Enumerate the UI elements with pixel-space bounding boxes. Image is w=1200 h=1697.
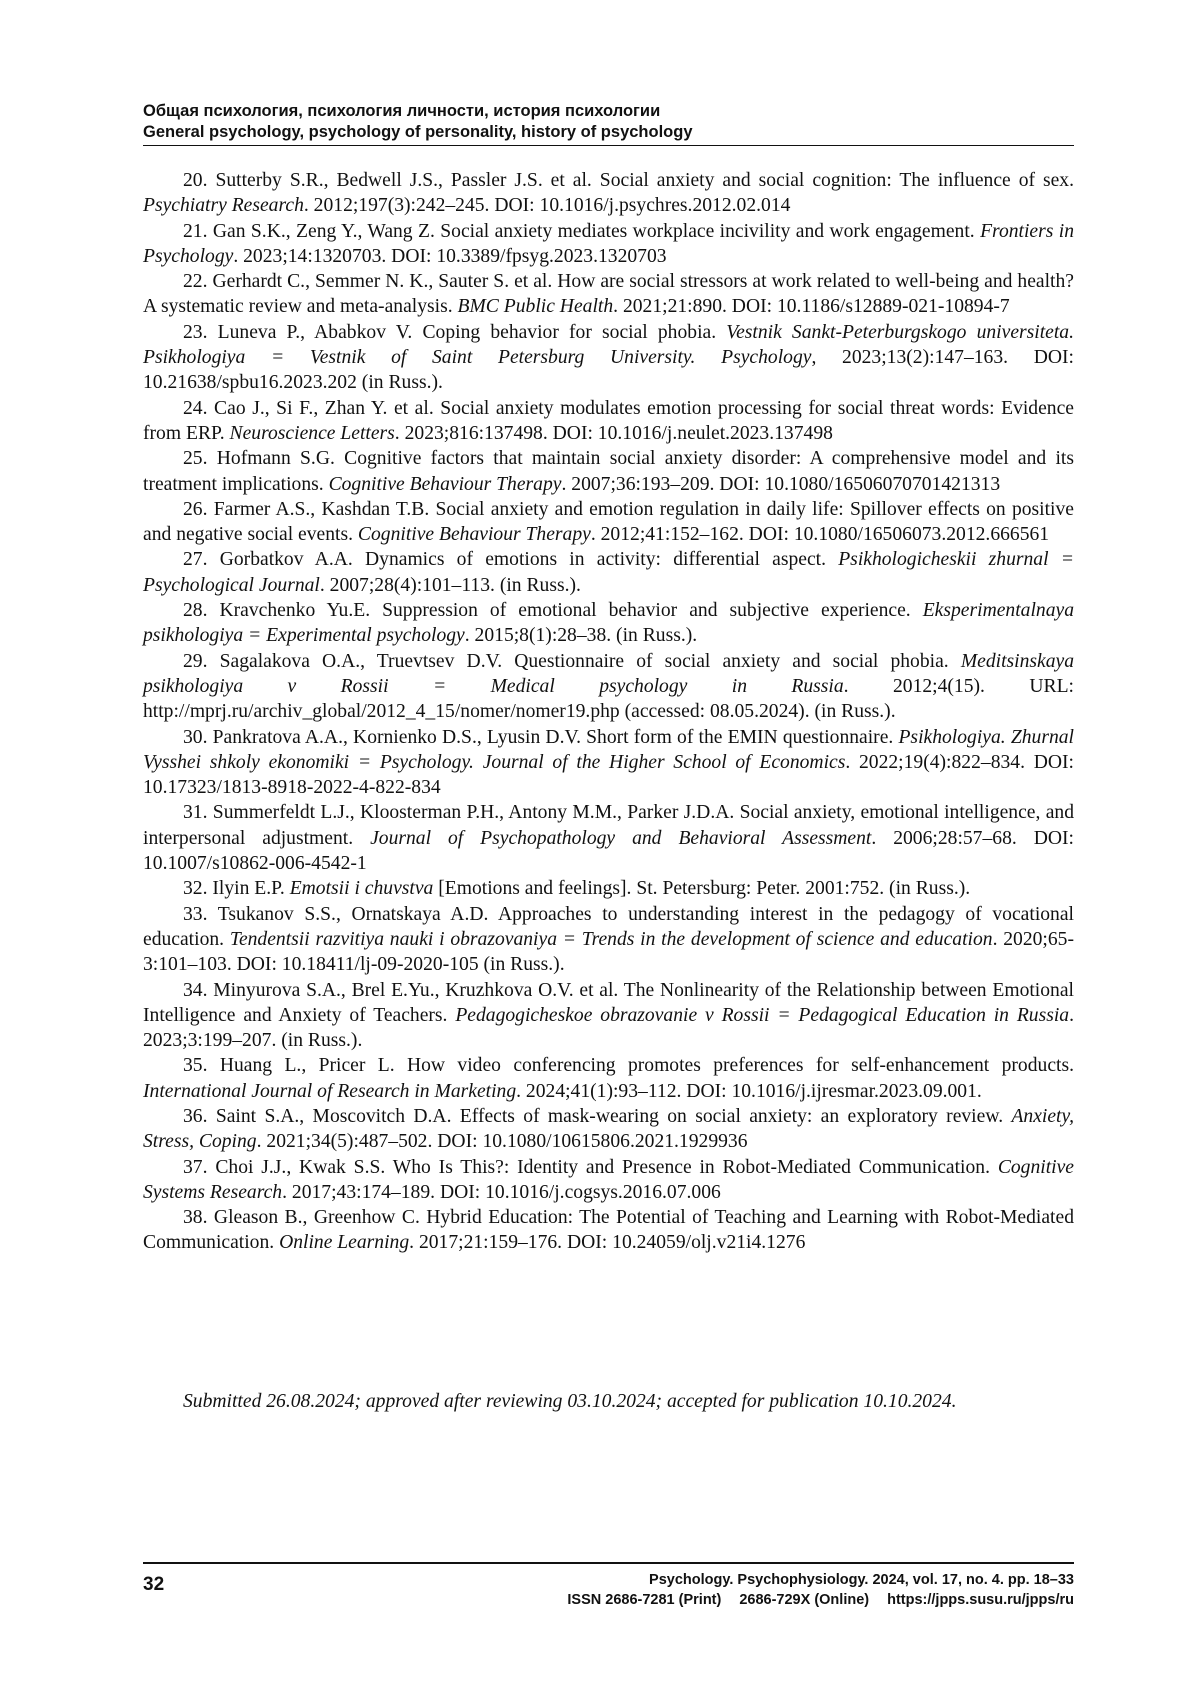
reference-item xyxy=(143,978,1074,1054)
reference-source: Tendentsii razvitiya nauki i obrazovaniya = Trends in the development of science and education xyxy=(229,928,993,950)
reference-details: [Emotions and feelings]. St. Petersburg: Peter. 2001:752. (in Russ.). xyxy=(433,878,971,900)
reference-item xyxy=(143,1155,1074,1206)
reference-text: 32. Ilyin E.P. xyxy=(183,878,290,900)
reference-text: 34. Minyurova S.A., Brel E.Yu., Kruzhkova O.V. et al. The Nonlinearity of the Relationship between Emotional Intelligence and Anxiety of Teachers. xyxy=(143,979,1074,1026)
reference-source: Psikhologiya. Zhurnal Vysshei shkoly ekonomiki = Psychology. Journal of the Higher School of Economics xyxy=(143,726,1074,773)
reference-item xyxy=(143,396,1074,447)
reference-source: Cognitive Systems Research xyxy=(143,1156,1074,1203)
reference-source: Cognitive Behaviour Therapy xyxy=(357,524,591,546)
reference-item xyxy=(143,446,1074,497)
reference-details: . 2023;816:137498. DOI: 10.1016/j.neulet.2023.137498 xyxy=(394,422,833,444)
reference-source: Neuroscience Letters xyxy=(229,422,395,444)
reference-item xyxy=(143,219,1074,270)
reference-text: 33. Tsukanov S.S., Ornatskaya A.D. Approaches to understanding interest in the pedagogy of vocational education. xyxy=(143,903,1074,950)
header-line-ru: Общая психология, психология личности, история психологии xyxy=(143,102,661,120)
reference-item xyxy=(143,497,1074,548)
reference-details: . 2015;8(1):28–38. (in Russ.). xyxy=(464,625,698,647)
reference-source: Pedagogicheskoe obrazovanie v Rossii = Pedagogical Education in Russia xyxy=(455,1004,1070,1026)
reference-details: . 2021;34(5):487–502. DOI: 10.1080/10615806.2021.1929936 xyxy=(256,1131,748,1153)
reference-details: . 2017;21:159–176. DOI: 10.24059/olj.v21i4.1276 xyxy=(409,1232,806,1254)
reference-item xyxy=(143,1205,1074,1256)
reference-item xyxy=(143,649,1074,725)
reference-details: . 2012;4(15). URL: http://mprj.ru/archiv_global/2012_4_15/nomer/nomer19.php (accessed: 08.05.2024). (in Russ.). xyxy=(143,675,1074,723)
reference-item xyxy=(143,320,1074,396)
reference-details: . 2012;197(3):242–245. DOI: 10.1016/j.psychres.2012.02.014 xyxy=(303,195,791,217)
reference-source: International Journal of Research in Marketing xyxy=(143,1080,517,1102)
reference-source: Emotsii i chuvstva xyxy=(289,878,434,900)
reference-text: 21. Gan S.K., Zeng Y., Wang Z. Social anxiety mediates workplace incivility and work engagement. xyxy=(183,220,981,242)
reference-source: Meditsinskaya psikhologiya v Rossii = Medical psychology in Russia xyxy=(143,650,1074,697)
reference-source: Frontiers in Psychology xyxy=(143,220,1074,267)
reference-text: 36. Saint S.A., Moscovitch D.A. Effects of mask-wearing on social anxiety: an exploratory review. xyxy=(183,1105,1012,1127)
reference-details: . 2024;41(1):93–112. DOI: 10.1016/j.ijresmar.2023.09.001. xyxy=(516,1080,982,1102)
reference-source: Psychiatry Research xyxy=(143,195,304,217)
footer-rule xyxy=(143,1562,1074,1564)
reference-item xyxy=(143,725,1074,801)
reference-item xyxy=(143,1104,1074,1155)
reference-text: 28. Kravchenko Yu.E. Suppression of emotional behavior and subjective experience. xyxy=(183,600,923,622)
reference-source: BMC Public Health xyxy=(457,296,614,318)
reference-item xyxy=(143,547,1074,598)
reference-item xyxy=(143,876,1074,901)
reference-details: . 2012;41:152–162. DOI: 10.1080/16506073.2012.666561 xyxy=(590,524,1050,546)
reference-text: 29. Sagalakova O.A., Truevtsev D.V. Questionnaire of social anxiety and social phobia. xyxy=(183,650,961,672)
reference-list xyxy=(143,168,1074,1256)
reference-text: 38. Gleason B., Greenhow C. Hybrid Education: The Potential of Teaching and Learning with Robot-Mediated Communication. xyxy=(143,1207,1074,1254)
reference-source: Vestnik Sankt-Peterburgskogo universiteta. Psikhologiya = Vestnik of Saint Petersburg University. Psychology xyxy=(143,321,1074,369)
reference-item xyxy=(143,269,1074,320)
reference-details: . 2020;65-3:101–103. DOI: 10.18411/lj-09-2020-105 (in Russ.). xyxy=(143,928,1074,976)
page-number: 32 xyxy=(143,1574,165,1595)
running-header xyxy=(143,101,1074,146)
reference-source: Anxiety, Stress, Coping xyxy=(143,1105,1074,1153)
submission-dates: Submitted 26.08.2024; approved after reviewing 03.10.2024; accepted for publication 10.10.2024. xyxy=(183,1391,957,1412)
reference-source: Online Learning xyxy=(279,1232,410,1254)
reference-text: 20. Sutterby S.R., Bedwell J.S., Passler J.S. et al. Social anxiety and social cognition: The influence of sex. xyxy=(183,170,1074,191)
reference-text: 24. Cao J., Si F., Zhan Y. et al. Social anxiety modulates emotion processing for social threat words: Evidence from ERP. xyxy=(143,397,1074,444)
reference-item xyxy=(143,1053,1074,1104)
reference-text: 23. Luneva P., Ababkov V. Coping behavior for social phobia. xyxy=(183,321,727,343)
reference-details: . 2007;28(4):101–113. (in Russ.). xyxy=(319,574,581,596)
reference-details: . 2006;28:57–68. DOI: 10.1007/s10862-006-4542-1 xyxy=(143,827,1074,875)
reference-text: 25. Hofmann S.G. Cognitive factors that maintain social anxiety disorder: A comprehensive model and its treatment implications. xyxy=(143,448,1074,495)
footer-journal-citation: Psychology. Psychophysiology. 2024, vol. 17, no. 4. pp. 18–33 xyxy=(649,1572,1074,1588)
footer-issn-print: ISSN 2686-7281 (Print) xyxy=(567,1592,722,1608)
reference-source: Eksperimentalnaya psikhologiya = Experimental psychology xyxy=(143,600,1074,647)
reference-details: . 2023;14:1320703. DOI: 10.3389/fpsyg.2023.1320703 xyxy=(233,245,667,267)
reference-source: Psikhologicheskii zhurnal = Psychological Journal xyxy=(143,549,1074,596)
reference-text: 27. Gorbatkov A.A. Dynamics of emotions in activity: differential aspect. xyxy=(183,549,839,571)
reference-details: , 2023;13(2):147–163. DOI: 10.21638/spbu16.2023.202 (in Russ.). xyxy=(143,347,1074,394)
reference-details: . 2017;43:174–189. DOI: 10.1016/j.cogsys.2016.07.006 xyxy=(282,1181,721,1203)
footer-issn-online: 2686-729X (Online) xyxy=(739,1592,870,1608)
reference-details: . 2007;36:193–209. DOI: 10.1080/16506070701421313 xyxy=(561,473,1001,495)
reference-item xyxy=(143,168,1074,219)
reference-text: 37. Choi J.J., Kwak S.S. Who Is This?: Identity and Presence in Robot-Mediated Communication. xyxy=(183,1156,998,1178)
reference-item xyxy=(143,598,1074,649)
reference-details: . 2021;21:890. DOI: 10.1186/s12889-021-10894-7 xyxy=(613,296,1010,318)
reference-text: 22. Gerhardt C., Semmer N. K., Sauter S. et al. How are social stressors at work related to well-being and health? A systematic review and meta-analysis. xyxy=(143,271,1074,318)
reference-text: 31. Summerfeldt L.J., Kloosterman P.H., Antony M.M., Parker J.D.A. Social anxiety, emotional intelligence, and interpersonal adjustment. xyxy=(143,802,1074,849)
reference-text: 26. Farmer A.S., Kashdan T.B. Social anxiety and emotion regulation in daily life: Spillover effects on positive and negative social events. xyxy=(143,498,1074,546)
reference-text: 35. Huang L., Pricer L. How video conferencing promotes preferences for self-enhancement products. xyxy=(183,1055,1074,1077)
reference-text: 30. Pankratova A.A., Kornienko D.S., Lyusin D.V. Short form of the EMIN questionnaire. xyxy=(183,726,899,748)
reference-item xyxy=(143,800,1074,876)
header-line-en: General psychology, psychology of personality, history of psychology xyxy=(143,123,693,141)
footer-journal-info xyxy=(567,1570,1074,1610)
footer-url[interactable]: https://jpps.susu.ru/jpps/ru xyxy=(887,1592,1074,1608)
reference-item xyxy=(143,902,1074,978)
reference-source: Journal of Psychopathology and Behavioral Assessment xyxy=(370,827,872,849)
reference-source: Cognitive Behaviour Therapy xyxy=(328,473,562,495)
reference-details: . 2022;19(4):822–834. DOI: 10.17323/1813-8918-2022-4-822-834 xyxy=(143,751,1074,799)
reference-details: . 2023;3:199–207. (in Russ.). xyxy=(143,1004,1074,1052)
